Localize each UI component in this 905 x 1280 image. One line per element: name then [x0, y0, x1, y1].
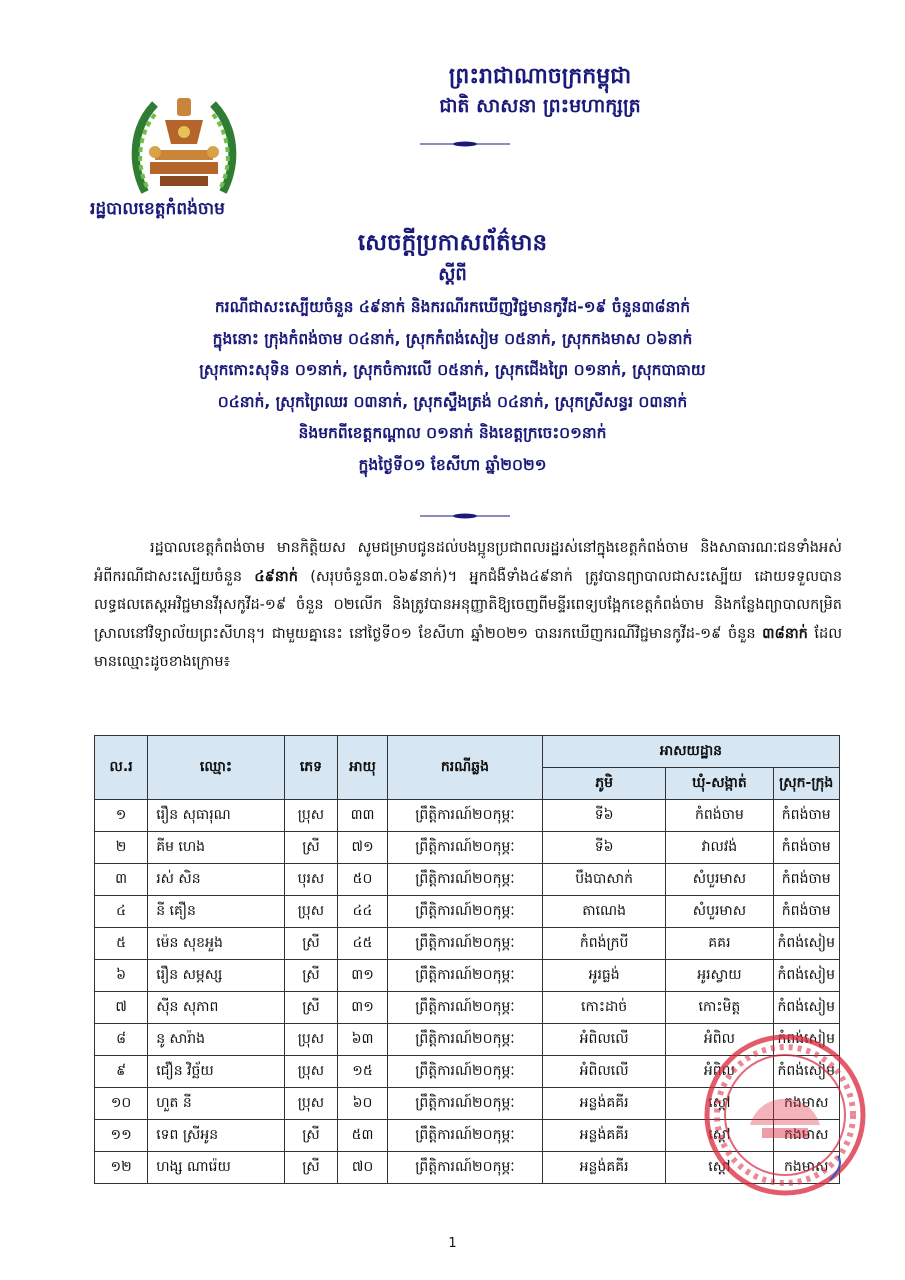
- cell-name: រឿន សម្ភស្ស: [148, 960, 285, 992]
- kingdom-title: ព្រះរាជាណាចក្រកម្ពុជា: [448, 64, 632, 89]
- cell-case: ព្រឹត្តិការណ៍២០កុម្ភៈ: [387, 832, 542, 864]
- cell-no: ២: [95, 832, 148, 864]
- body-text: រដ្ឋបាលខេត្តកំពង់ចាម មានកិត្តិយស សូមជម្រាបជូនដល់បងប្អូនប្រជាពលរដ្ឋរស់នៅក្នុងខេត្តកំពង់ចាម និងសាធារណៈជនទាំងអស់ អំពីករណីជាសះស្បើយចំនួន: [94, 540, 842, 585]
- page-number: 1: [448, 1236, 457, 1251]
- cell-village: បឹងបាសាក់: [542, 864, 665, 896]
- cell-case: ព្រឹត្តិការណ៍២០កុម្ភៈ: [387, 960, 542, 992]
- cell-name: គីម ហេង: [148, 832, 285, 864]
- cell-case: ព្រឹត្តិការណ៍២០កុម្ភៈ: [387, 1088, 542, 1120]
- cell-district: កងមាស: [773, 1152, 840, 1184]
- cell-district: កំពង់ចាម: [773, 864, 840, 896]
- cell-commune: គគរ: [666, 928, 773, 960]
- cell-commune: កំពង់ចាម: [666, 800, 773, 832]
- cell-sex: ប្រុស: [284, 1024, 337, 1056]
- cell-sex: ស្រី: [284, 1120, 337, 1152]
- cell-commune: ស្តៅ: [666, 1120, 773, 1152]
- cell-village: អូរធ្លង់: [542, 960, 665, 992]
- cell-sex: ស្រី: [284, 960, 337, 992]
- cell-district: កំពង់ចាម: [773, 832, 840, 864]
- cell-sex: ប្រុស: [284, 800, 337, 832]
- administration-name: រដ្ឋបាលខេត្តកំពង់ចាម: [90, 199, 225, 219]
- cell-age: ៥៣: [338, 1120, 388, 1152]
- cell-village: ទី៦: [542, 832, 665, 864]
- cell-sex: ស្រី: [284, 992, 337, 1024]
- announcement-about: ស្តីពី: [438, 264, 467, 285]
- cell-name: ហង្ស ណារ៉េយ: [148, 1152, 285, 1184]
- cell-name: ស៊ីន សុភាព: [148, 992, 285, 1024]
- col-header-case: ករណីឆ្លង: [387, 736, 542, 800]
- col-header-no: ល.រ: [95, 736, 148, 800]
- table-row: [95, 832, 840, 864]
- cell-case: ព្រឹត្តិការណ៍២០កុម្ភៈ: [387, 800, 542, 832]
- cell-name: រឿន សុធារុណ: [148, 800, 285, 832]
- cell-case: ព្រឹត្តិការណ៍២០កុម្ភៈ: [387, 1024, 542, 1056]
- table-row: [95, 896, 840, 928]
- cell-case: ព្រឹត្តិការណ៍២០កុម្ភៈ: [387, 864, 542, 896]
- cell-no: ៣: [95, 864, 148, 896]
- cell-village: អន្លង់គគីរ: [542, 1120, 665, 1152]
- cell-district: កំពង់សៀម: [773, 992, 840, 1024]
- cell-commune: អូរស្វាយ: [666, 960, 773, 992]
- body-text: ដែលមានឈ្មោះដូចខាងក្រោម៖: [94, 625, 843, 670]
- cell-age: ៦០: [338, 1088, 388, 1120]
- ministry-emblem-icon: [125, 92, 243, 200]
- announcement-title-block: [60, 226, 845, 481]
- cell-age: ៦៣: [338, 1024, 388, 1056]
- cell-name: ទេព ស្រីអូន: [148, 1120, 285, 1152]
- cell-district: កងមាស: [773, 1120, 840, 1152]
- cell-case: ព្រឹត្តិការណ៍២០កុម្ភៈ: [387, 928, 542, 960]
- official-seal-stamp-icon: [700, 1030, 870, 1200]
- cell-no: ១១: [95, 1120, 148, 1152]
- cell-district: កងមាស: [773, 1088, 840, 1120]
- cell-no: ៦: [95, 960, 148, 992]
- announcement-body: [94, 534, 842, 677]
- cell-name: នូ សារ៉ាង: [148, 1024, 285, 1056]
- cell-district: កំពង់ចាម: [773, 800, 840, 832]
- col-header-commune: ឃុំ-សង្កាត់: [666, 768, 773, 800]
- cell-age: ៤៤: [338, 896, 388, 928]
- cell-sex: ស្រី: [284, 1152, 337, 1184]
- cell-age: ៥០: [338, 864, 388, 896]
- cell-name: ហួត នី: [148, 1088, 285, 1120]
- subject-line: ស្រុកកោះសុទិន ០១នាក់, ស្រុកចំការលើ ០៥នាក់, ស្រុកជើងព្រៃ ០១នាក់, ស្រុកបាធាយ: [199, 361, 706, 379]
- cell-age: ៧១: [338, 832, 388, 864]
- motto: ជាតិ សាសនា ព្រះមហាក្សត្រ: [439, 95, 641, 117]
- cell-age: ៤៥: [338, 928, 388, 960]
- cell-no: ៧: [95, 992, 148, 1024]
- cell-no: ១: [95, 800, 148, 832]
- positive-count: ៣៨នាក់: [762, 625, 808, 642]
- cell-village: តាណេង: [542, 896, 665, 928]
- cell-village: អំពិលលើ: [542, 1056, 665, 1088]
- cell-age: ៣៣: [338, 800, 388, 832]
- col-header-village: ភូមិ: [542, 768, 665, 800]
- subject-line: ក្នុងថ្ងៃទី០១ ខែសីហា ឆ្នាំ២០២១: [358, 455, 547, 474]
- cell-sex: ស្រី: [284, 928, 337, 960]
- cell-no: ៥: [95, 928, 148, 960]
- col-header-address: អាសយដ្ឋាន: [542, 736, 839, 768]
- cell-name: ជឿន វិច្ឆ័យ: [148, 1056, 285, 1088]
- cell-name: រស់ សិន: [148, 864, 285, 896]
- cell-commune: ស្តៅ: [666, 1152, 773, 1184]
- cell-village: អន្លង់គគីរ: [542, 1152, 665, 1184]
- cell-age: ៣១: [338, 960, 388, 992]
- cell-village: អំពិលលើ: [542, 1024, 665, 1056]
- cell-no: ១២: [95, 1152, 148, 1184]
- cell-sex: ប្រុស: [284, 896, 337, 928]
- cell-no: ៨: [95, 1024, 148, 1056]
- subject-line: និងមកពីខេត្តកណ្តាល ០១នាក់ និងខេត្តក្រចេះ០១នាក់: [298, 424, 607, 442]
- cell-case: ព្រឹត្តិការណ៍២០កុម្ភៈ: [387, 992, 542, 1024]
- cell-age: ៧០: [338, 1152, 388, 1184]
- cell-age: ៣១: [338, 992, 388, 1024]
- cell-sex: បុរស: [284, 864, 337, 896]
- table-row: [95, 864, 840, 896]
- table-row: [95, 800, 840, 832]
- cell-village: អន្លង់គគីរ: [542, 1088, 665, 1120]
- table-row: [95, 960, 840, 992]
- cell-commune: វាលវង់: [666, 832, 773, 864]
- cell-commune: សំបួរមាស: [666, 864, 773, 896]
- cell-sex: ប្រុស: [284, 1056, 337, 1088]
- cell-district: កំពង់សៀម: [773, 928, 840, 960]
- cell-village: ទី៦: [542, 800, 665, 832]
- body-text: (សរុបចំនួន៣.០៦៩នាក់)។ អ្នកជំងឺទាំង៤៩នាក់ ត្រូវបានព្យាបាលជាសះស្បើយ ដោយទទួលបានលទ្ធផលតេស្តអវិជ្ជមានវីរុសកូវីដ-១៩ ចំនួន ០២លើក និងត្រូវបានអនុញ្ញាតិឱ្យចេញពីមន្ទីរពេទ្យបង្អែកខេត្តកំពង់ចាម និងកន្លែងព្យាបាលកម្រិតស្រាលនៅវិទ្យាល័យព្រះសីហនុ។ ជាមួយគ្នានេះ នៅថ្ងៃទី០១ ខែសីហា ឆ្នាំ២០២១ បានរកឃើញករណីវិជ្ជមានកូវីដ-១៩ ចំនួន: [94, 568, 843, 642]
- kingdom-header: [300, 62, 780, 120]
- announcement-title: សេចក្តីប្រកាសព័ត៌មាន: [357, 230, 548, 256]
- divider-ornament: [420, 512, 510, 520]
- subject-line: ក្នុងនោះ ក្រុងកំពង់ចាម ០៤នាក់, ស្រុកកំពង់សៀម ០៥នាក់, ស្រុកកងមាស ០៦នាក់: [212, 329, 693, 348]
- cell-commune: សំបួរមាស: [666, 896, 773, 928]
- cell-village: កោះដាច់: [542, 992, 665, 1024]
- divider-ornament: [420, 140, 510, 148]
- subject-line: ករណីជាសះស្បើយចំនួន ៤៩នាក់ និងករណីរកឃើញវិជ្ជមានកូវីដ-១៩ ចំនួន៣៨នាក់: [214, 298, 691, 316]
- cell-case: ព្រឹត្តិការណ៍២០កុម្ភៈ: [387, 896, 542, 928]
- table-row: [95, 992, 840, 1024]
- cell-district: កំពង់សៀម: [773, 1024, 840, 1056]
- cell-case: ព្រឹត្តិការណ៍២០កុម្ភៈ: [387, 1056, 542, 1088]
- cell-commune: ស្តៅ: [666, 1088, 773, 1120]
- col-header-sex: ភេទ: [284, 736, 337, 800]
- cell-case: ព្រឹត្តិការណ៍២០កុម្ភៈ: [387, 1152, 542, 1184]
- cell-commune: អំពិល: [666, 1056, 773, 1088]
- col-header-name: ឈ្មោះ: [148, 736, 285, 800]
- cell-commune: កោះមិត្ត: [666, 992, 773, 1024]
- cell-district: កំពង់សៀម: [773, 960, 840, 992]
- col-header-age: អាយុ: [338, 736, 388, 800]
- cell-no: ១០: [95, 1088, 148, 1120]
- cell-name: នី គឿន: [148, 896, 285, 928]
- cell-no: ៩: [95, 1056, 148, 1088]
- cell-no: ៤: [95, 896, 148, 928]
- cell-age: ១៥: [338, 1056, 388, 1088]
- cell-village: កំពង់ក្របី: [542, 928, 665, 960]
- announcement-subject: [60, 292, 845, 481]
- col-header-district: ស្រុក-ក្រុង: [773, 768, 840, 800]
- cell-sex: ស្រី: [284, 832, 337, 864]
- subject-line: ០៤នាក់, ស្រុកព្រៃឈរ ០៣នាក់, ស្រុកស្ទឹងត្រង់ ០៤នាក់, ស្រុកស្រីសន្ធរ ០៣នាក់: [217, 392, 688, 411]
- cell-commune: អំពិល: [666, 1024, 773, 1056]
- recovered-count: ៤៩នាក់: [254, 568, 298, 585]
- cell-district: កំពង់សៀម: [773, 1056, 840, 1088]
- cell-sex: ប្រុស: [284, 1088, 337, 1120]
- table-row: [95, 928, 840, 960]
- cell-name: ម៉េន សុខអួង: [148, 928, 285, 960]
- cell-case: ព្រឹត្តិការណ៍២០កុម្ភៈ: [387, 1120, 542, 1152]
- cell-district: កំពង់ចាម: [773, 896, 840, 928]
